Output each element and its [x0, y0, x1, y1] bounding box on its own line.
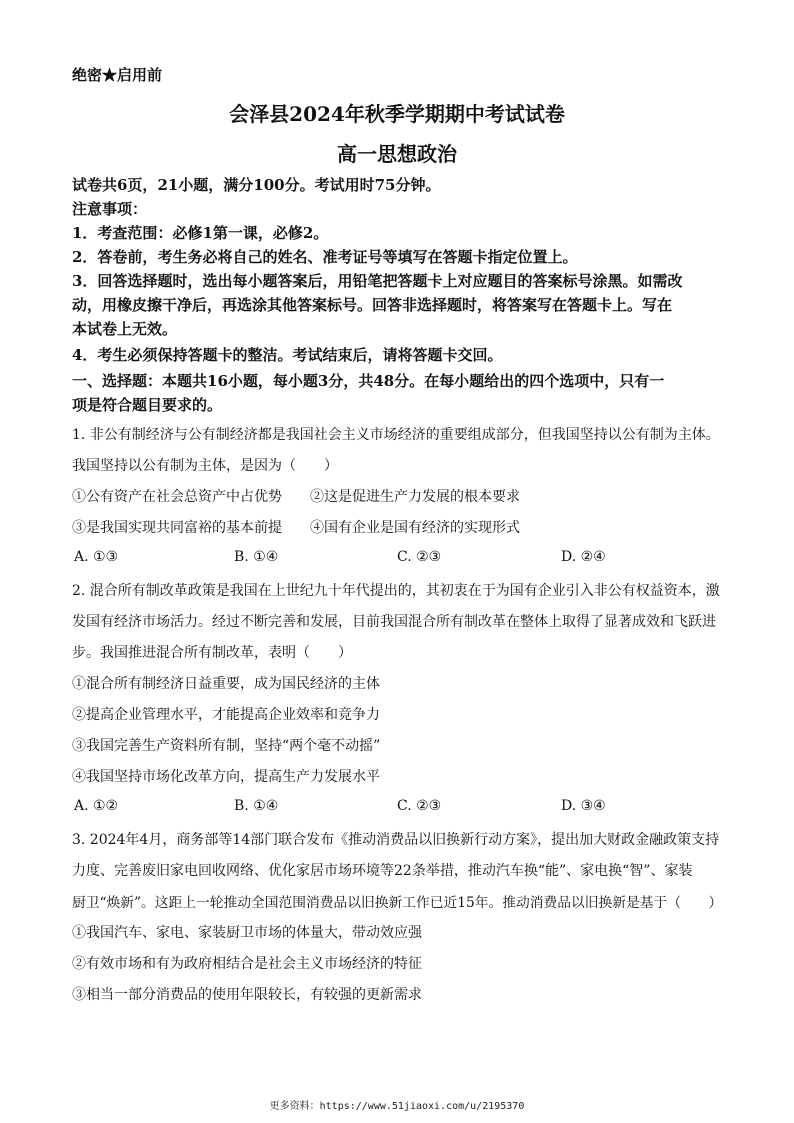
q1-statement-2: ②这是促进生产力发展的根本要求	[310, 489, 520, 505]
q2-stem-line-1: 2. 混合所有制改革政策是我国在上世纪九十年代提出的，其初衷在于为国有企业引入非公有权益资本，激	[72, 583, 720, 599]
q2-option-b: B. ①④	[234, 798, 279, 814]
q3-stem-line-2: 力度、完善废旧家电回收网络、优化家居市场环境等22条举措，推动汽车换“能”、家电换“智”、家装	[72, 863, 693, 879]
q2-statement-1: ①混合所有制经济日益重要，成为国民经济的主体	[72, 676, 380, 692]
q2-statement-2: ②提高企业管理水平，才能提高企业效率和竞争力	[72, 707, 380, 723]
q2-option-d: D. ③④	[561, 798, 606, 814]
q1-stem-line-1: 1. 非公有制经济与公有制经济都是我国社会主义市场经济的重要组成部分，但我国坚持以公有制为主体。	[72, 427, 720, 443]
exam-summary: 试卷共6页，21小题，满分100分。考试用时75分钟。	[72, 176, 441, 194]
q3-stem-line-1: 3. 2024年4月，商务部等14部门联合发布《推动消费品以旧换新行动方案》，提出加大财政金融政策支持	[72, 832, 720, 848]
q3-statement-3: ③相当一部分消费品的使用年限较长，有较强的更新需求	[72, 987, 422, 1003]
q1-option-a: A. ①③	[74, 549, 119, 565]
q2-statement-3: ③我国完善生产资料所有制，坚持“两个毫不动摇”	[72, 738, 381, 754]
note-4: 4．考生必须保持答题卡的整洁。考试结束后，请将答题卡交回。	[72, 346, 503, 364]
q2-stem-line-3: 步。我国推进混合所有制改革，表明（ ）	[72, 645, 352, 661]
exam-subject: 高一思想政治	[337, 142, 457, 166]
section-1-title-line-2: 项是符合题目要求的。	[72, 396, 223, 414]
q1-option-d: D. ②④	[561, 549, 606, 565]
q1-stem-line-2: 我国坚持以公有制为主体，是因为（ ）	[72, 458, 338, 474]
q2-stem-line-2: 发国有经济市场活力。经过不断完善和发展，目前我国混合所有制改革在整体上取得了显著成效和飞跃进	[72, 614, 716, 630]
q1-option-b: B. ①④	[234, 549, 279, 565]
q2-statement-4: ④我国坚持市场化改革方向，提高生产力发展水平	[72, 769, 380, 785]
note-3-line-1: 3．回答选择题时，选出每小题答案后，用铅笔把答题卡上对应题目的答案标号涂黑。如需改	[72, 272, 683, 290]
q1-statement-1: ①公有资产在社会总资产中占优势	[72, 489, 282, 505]
note-1: 1．考查范围：必修1第一课，必修2。	[72, 224, 329, 242]
q2-option-a: A. ①②	[74, 798, 119, 814]
q1-statement-4: ④国有企业是国有经济的实现形式	[310, 520, 520, 536]
exam-title: 会泽县2024年秋季学期期中考试试卷	[229, 102, 565, 126]
section-1-title-line-1: 一、选择题：本题共16小题，每小题3分，共48分。在每小题给出的四个选项中，只有一	[72, 372, 665, 390]
q3-statement-1: ①我国汽车、家电、家装厨卫市场的体量大，带动效应强	[72, 925, 422, 941]
note-3-line-2: 动，用橡皮擦干净后，再选涂其他答案标号。回答非选择题时，将答案写在答题卡上。写在	[72, 296, 673, 314]
q3-stem-line-3: 厨卫“焕新”。这距上一轮推动全国范围消费品以旧换新工作已近15年。推动消费品以旧换新是基于（ ）	[72, 895, 723, 911]
note-2: 2．答卷前，考生务必将自己的姓名、准考证号等填写在答题卡指定位置上。	[72, 248, 578, 266]
notes-title: 注意事项：	[72, 200, 148, 218]
confidential-mark: 绝密★启用前	[72, 66, 163, 84]
q3-statement-2: ②有效市场和有为政府相结合是社会主义市场经济的特征	[72, 956, 422, 972]
footer-link[interactable]: 更多资料：https://www.51jiaoxi.com/u/2195370	[269, 1101, 525, 1112]
note-3-line-3: 本试卷上无效。	[72, 320, 178, 338]
q1-statement-3: ③是我国实现共同富裕的基本前提	[72, 520, 282, 536]
q1-option-c: C. ②③	[397, 549, 442, 565]
q2-option-c: C. ②③	[397, 798, 442, 814]
